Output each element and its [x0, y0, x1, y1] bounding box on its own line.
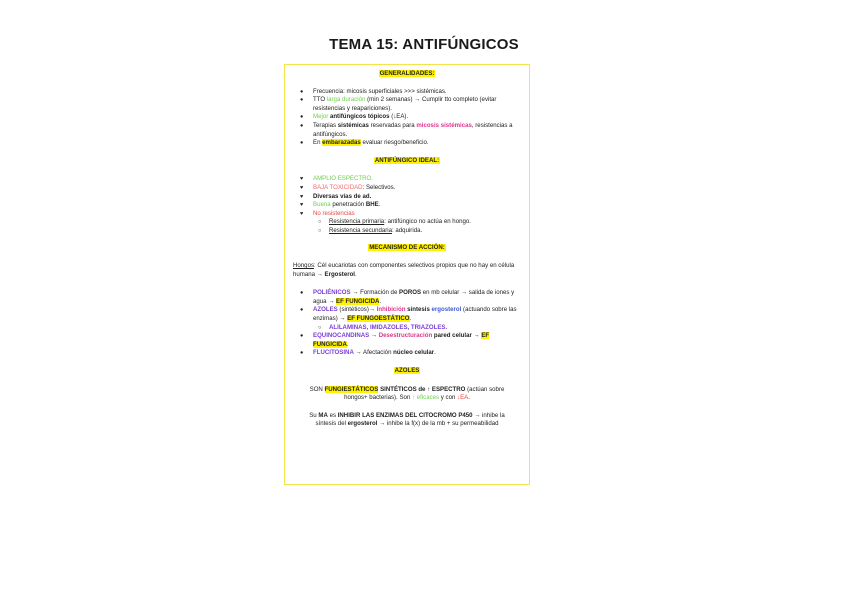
section-mecanismo: MECANISMO DE ACCIÓN:	[369, 243, 445, 251]
heart-icon: ♥	[300, 193, 304, 200]
list-item: ○ Resistencia primaria: antifúngico no actúa en hongo.	[318, 218, 471, 226]
section-azoles: AZOLES	[394, 367, 420, 375]
list-item: ● POLIÉNICOS → Formación de POROS en mb celular → salida de iones y agua → EF FUNGICIDA.	[300, 289, 515, 305]
list-item: ♥ BAJA TOXICIDAD: Selectivos.	[300, 183, 396, 191]
list-item: ● TTO larga duración (min 2 semanas) → Cumplir tto completo (evitar resistencias y reapariciones).	[300, 96, 497, 112]
list-item: ● EQUINOCANDINAS → Desestructuración pared celular → EF FUNGICIDA.	[300, 332, 490, 348]
azoles-paragraph-1: SON FUNGIESTÁTICOS SINTÉTICOS de ↑ ESPECTRO (actúan sobre hongos+ bacterias). Son ↑ eficaces y con ↓EA.	[309, 385, 505, 402]
list-item: ○ Resistencia secundaria: adquirida.	[318, 226, 423, 234]
list-item: ● AZOLES (sintéticos)→ Inhibición síntesis ergosterol (actuando sobre las enzimas) → EF FUNGOESTÁTICO.	[300, 306, 517, 323]
notes-card	[284, 64, 530, 485]
mecanismo-list	[293, 289, 521, 323]
resistencias-sublist	[293, 218, 521, 235]
list-item: ♥ Diversas vías de ad.	[300, 192, 372, 200]
page-title: TEMA 15: ANTIFÚNGICOS	[329, 36, 519, 53]
heart-icon: ♥	[300, 202, 304, 209]
hongos-paragraph: Hongos: Cél eucariotas con componentes selectivos propios que no hay en célula humana → Ergosterol.	[293, 262, 515, 278]
section-generalidades: GENERALIDADES:	[379, 70, 435, 77]
heart-icon: ♥	[300, 184, 304, 191]
list-item: ● Mejor antifúngicos tópicos (↓EA).	[300, 113, 409, 121]
list-item: ○ ALILAMINAS, IMIDAZOLES, TRIAZOLES.	[318, 323, 448, 331]
heart-icon: ♥	[300, 210, 304, 217]
list-item: ● En embarazadas evaluar riesgo/beneficio.	[300, 139, 429, 147]
heart-icon: ♥	[300, 176, 304, 183]
ideal-list	[293, 175, 521, 218]
mecanismo-list-2	[293, 332, 521, 358]
list-item: ♥ No resistencias	[300, 209, 355, 217]
list-item: ♥ Buena penetración BHE.	[300, 201, 381, 209]
generalidades-list	[293, 88, 521, 148]
azoles-sublist	[293, 324, 521, 333]
list-item: ♥ AMPLIO ESPECTRO.	[300, 175, 373, 183]
list-item: ● FLUCITOSINA → Afectación núcleo celular.	[300, 349, 436, 357]
azoles-paragraph-2: Su MA es INHIBIR LAS ENZIMAS DEL CITOCROMO P450 → inhibe la síntesis del ergosterol → inhibe la f(x) de la mb + su permeabilidad	[309, 411, 505, 428]
list-item: ● Terapias sistémicas reservadas para micosis sistémicas, resistencias a antifúngicos.	[300, 121, 513, 138]
section-ideal: ANTIFÚNGICO IDEAL:	[374, 156, 440, 164]
list-item: ● Frecuencia: micosis superficiales >>> sistémicas.	[300, 87, 447, 95]
